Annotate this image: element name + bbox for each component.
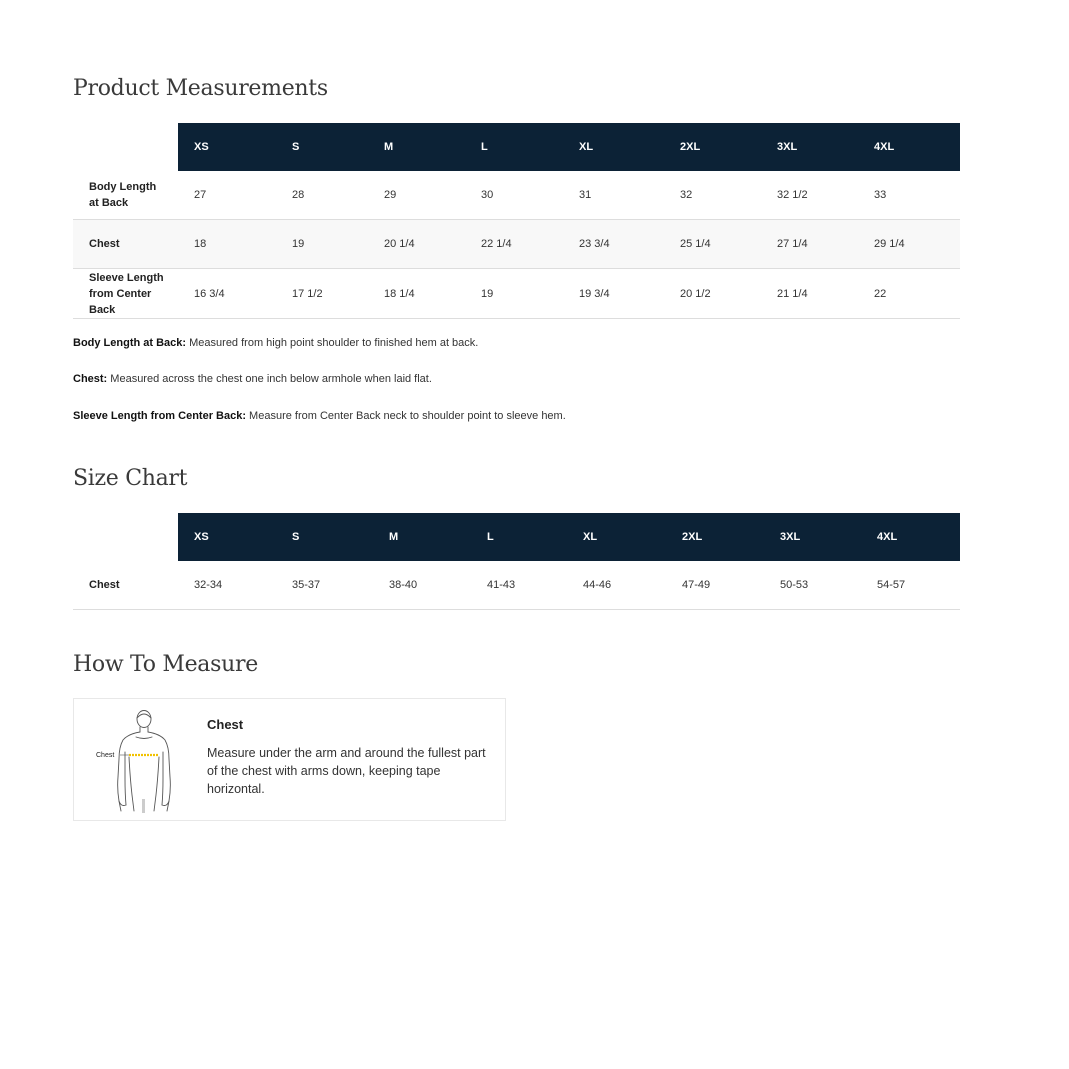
measurement-note [73, 337, 478, 349]
measurements-header-row [73, 123, 960, 171]
note-term: Sleeve Length from Center Back: [73, 410, 246, 422]
table-cell: 28 [276, 171, 368, 220]
table-cell: 20 1/2 [664, 269, 761, 319]
size-header: 4XL [861, 513, 960, 561]
table-cell: 29 1/4 [858, 220, 960, 269]
card-title: Chest [207, 717, 244, 732]
size-chart-table [73, 513, 960, 610]
table-cell: 35-37 [276, 561, 373, 610]
product-measurements-title: Product Measurements [73, 76, 328, 101]
size-chart-title: Size Chart [73, 466, 188, 491]
table-cell: 21 1/4 [761, 269, 858, 319]
row-label: Sleeve Length from Center Back [73, 269, 178, 319]
measurement-note [73, 373, 432, 385]
size-header: XL [563, 123, 664, 171]
table-cell: 19 [465, 269, 563, 319]
table-cell: 27 1/4 [761, 220, 858, 269]
table-cell: 16 3/4 [178, 269, 276, 319]
table-cell: 32 [664, 171, 761, 220]
person-outline-with-tape-icon [88, 707, 192, 815]
table-cell: 22 [858, 269, 960, 319]
table-cell: 17 1/2 [276, 269, 368, 319]
table-cell: 44-46 [567, 561, 666, 610]
table-cell: 25 1/4 [664, 220, 761, 269]
note-term: Chest: [73, 373, 108, 385]
table-cell: 33 [858, 171, 960, 220]
table-cell: 38-40 [373, 561, 471, 610]
table-cell: 47-49 [666, 561, 764, 610]
size-chart-header-row [73, 513, 960, 561]
note-text: Measure from Center Back neck to shoulder point to sleeve hem. [246, 410, 566, 422]
table-cell: 18 [178, 220, 276, 269]
measurements-table [73, 123, 960, 319]
table-row [73, 269, 960, 319]
table-cell: 41-43 [471, 561, 567, 610]
header-blank-cell [73, 513, 178, 561]
size-header: M [368, 123, 465, 171]
table-cell: 50-53 [764, 561, 861, 610]
table-cell: 23 3/4 [563, 220, 664, 269]
table-cell: 19 [276, 220, 368, 269]
how-to-measure-card [73, 698, 506, 821]
table-cell: 32 1/2 [761, 171, 858, 220]
table-cell: 19 3/4 [563, 269, 664, 319]
how-to-measure-title: How To Measure [73, 652, 258, 677]
size-header: 4XL [858, 123, 960, 171]
row-label: Chest [73, 561, 178, 610]
table-cell: 30 [465, 171, 563, 220]
table-cell: 22 1/4 [465, 220, 563, 269]
table-row [73, 171, 960, 220]
note-term: Body Length at Back: [73, 337, 187, 349]
note-text: Measured across the chest one inch below armhole when laid flat. [107, 373, 432, 385]
size-header: XS [178, 123, 276, 171]
measurement-note [73, 410, 566, 422]
table-cell: 18 1/4 [368, 269, 465, 319]
row-label: Chest [73, 220, 178, 269]
size-header: S [276, 123, 368, 171]
figure-label: Chest [96, 752, 115, 759]
table-cell: 20 1/4 [368, 220, 465, 269]
size-header: L [471, 513, 567, 561]
note-text: Measured from high point shoulder to finished hem at back. [186, 337, 479, 349]
header-blank-cell [73, 123, 178, 171]
table-cell: 27 [178, 171, 276, 220]
row-label: Body Length at Back [73, 171, 178, 220]
size-header: S [276, 513, 373, 561]
size-header: 2XL [666, 513, 764, 561]
table-cell: 32-34 [178, 561, 276, 610]
size-header: XS [178, 513, 276, 561]
table-cell: 54-57 [861, 561, 960, 610]
size-header: L [465, 123, 563, 171]
size-header: XL [567, 513, 666, 561]
table-row [73, 220, 960, 269]
table-cell: 31 [563, 171, 664, 220]
size-header: 3XL [761, 123, 858, 171]
card-description: Measure under the arm and around the fullest part of the chest with arms down, keeping tape horizontal. [207, 746, 486, 796]
size-header: M [373, 513, 471, 561]
table-row [73, 561, 960, 610]
size-header: 2XL [664, 123, 761, 171]
table-cell: 29 [368, 171, 465, 220]
size-header: 3XL [764, 513, 861, 561]
